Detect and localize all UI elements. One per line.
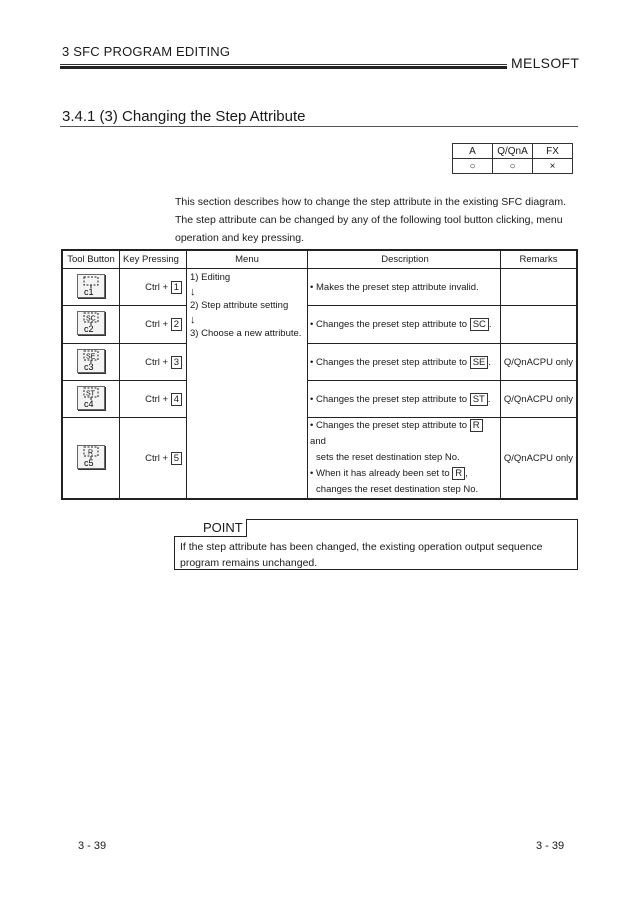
svg-text:SE: SE <box>85 353 96 360</box>
description-tail: . <box>488 319 492 330</box>
remark-text: Q/QnACPU only <box>503 452 574 464</box>
compatibility-table <box>452 143 573 174</box>
svg-text:c5: c5 <box>83 457 94 468</box>
description-text: • Changes the preset step attribute to <box>310 393 470 405</box>
description-line: sets the reset destination step No. <box>316 452 460 463</box>
brand-label: MELSOFT <box>511 55 580 71</box>
point-line: If the step attribute has been changed, the existing operation output sequence <box>180 541 543 553</box>
svg-text:ST: ST <box>85 390 95 397</box>
header-description: Description <box>308 250 501 269</box>
table-row <box>62 418 577 500</box>
table-row <box>62 306 577 344</box>
step-attribute-table <box>61 249 578 500</box>
step-attr-st-icon[interactable] <box>77 386 105 410</box>
description-cell <box>308 306 501 344</box>
menu-step: 2) Step attribute setting <box>190 300 289 311</box>
key-prefix: Ctrl + <box>145 356 171 368</box>
section-rule <box>60 126 578 127</box>
step-attr-sc-icon[interactable] <box>77 311 105 335</box>
key-prefix: Ctrl + <box>145 452 171 464</box>
header-tool-button: Tool Button <box>62 250 119 269</box>
svg-text:SC: SC <box>85 315 96 323</box>
header-rule-thick <box>60 66 507 69</box>
description-cell <box>308 344 501 381</box>
page-number-left: 3 - 39 <box>78 840 107 852</box>
section-title: 3.4.1 (3) Changing the Step Attribute <box>62 108 306 125</box>
menu-step: 1) Editing <box>190 272 231 283</box>
key-prefix: Ctrl + <box>145 319 171 330</box>
description-cell <box>308 418 501 500</box>
attr-key-box: R <box>470 419 483 432</box>
compat-value-fx: × <box>533 159 573 174</box>
attr-key-box: SC <box>470 318 489 331</box>
compat-header-fx: FX <box>533 144 573 159</box>
intro-line: The step attribute can be changed by any of the following tool button clicking, menu <box>175 214 563 226</box>
tool-button-cell <box>62 381 119 418</box>
point-label: POINT <box>203 520 243 535</box>
description-tail: . <box>488 356 492 368</box>
tool-button-cell <box>62 418 119 500</box>
description-text: • Makes the preset step attribute invalid. <box>310 281 479 293</box>
table-row <box>62 269 577 306</box>
step-attr-r-icon[interactable] <box>77 445 105 469</box>
header-menu: Menu <box>187 250 308 269</box>
description-cell <box>308 381 501 418</box>
compat-value-qqna: ○ <box>493 159 533 174</box>
attr-key-box: SE <box>470 356 489 369</box>
attr-key-box: R <box>452 467 465 480</box>
svg-text:c3: c3 <box>83 361 94 372</box>
intro-paragraph <box>175 193 585 247</box>
remark-text: Q/QnACPU only <box>503 356 574 368</box>
down-arrow-icon: ↓ <box>190 286 196 298</box>
description-cell <box>308 269 501 306</box>
point-text <box>180 539 570 571</box>
key-pressing-cell <box>119 381 186 418</box>
description-text: • Changes the preset step attribute to <box>310 319 470 330</box>
compat-header-a: A <box>453 144 493 159</box>
key-box: 5 <box>171 452 182 465</box>
attr-key-box: ST <box>470 393 488 406</box>
header-remarks: Remarks <box>500 250 577 269</box>
description-text: • Changes the preset step attribute to <box>310 356 470 368</box>
intro-line: operation and key pressing. <box>175 232 304 244</box>
tool-button-cell <box>62 269 119 306</box>
header-rule <box>60 64 507 65</box>
key-pressing-cell <box>119 306 186 344</box>
remarks-cell <box>500 269 577 306</box>
description-line: • Changes the preset step attribute to R and <box>310 418 500 450</box>
key-pressing-cell <box>119 418 186 500</box>
key-box: 2 <box>171 318 182 331</box>
key-prefix: Ctrl + <box>145 281 171 293</box>
remarks-cell <box>500 381 577 418</box>
chapter-heading: 3 SFC PROGRAM EDITING <box>62 44 231 59</box>
description-tail: . <box>487 393 491 405</box>
description-line: • When it has already been set to R , <box>310 468 468 479</box>
header-key-pressing: Key Pressing <box>119 250 186 269</box>
intro-line: This section describes how to change the step attribute in the existing SFC diagram. <box>175 196 567 208</box>
svg-text:c1: c1 <box>83 286 94 297</box>
page-number-right: 3 - 39 <box>536 840 565 852</box>
key-box: 3 <box>171 356 182 369</box>
remarks-cell <box>500 344 577 381</box>
remarks-cell <box>500 418 577 500</box>
compat-value-a: ○ <box>453 159 493 174</box>
svg-text:c4: c4 <box>83 398 94 409</box>
menu-cell <box>187 269 308 500</box>
table-row <box>62 344 577 381</box>
key-pressing-cell <box>119 269 186 306</box>
remark-text: Q/QnACPU only <box>503 393 574 405</box>
step-attr-se-icon[interactable] <box>77 349 105 373</box>
svg-text:R: R <box>87 449 94 456</box>
key-pressing-cell <box>119 344 186 381</box>
table-row <box>62 381 577 418</box>
point-line: program remains unchanged. <box>180 557 318 569</box>
key-prefix: Ctrl + <box>145 393 171 405</box>
key-box: 1 <box>171 281 182 294</box>
key-box: 4 <box>171 393 182 406</box>
menu-step: 3) Choose a new attribute. <box>190 328 302 339</box>
compat-header-qqna: Q/QnA <box>493 144 533 159</box>
table-header-row <box>62 250 577 269</box>
svg-text:c2: c2 <box>83 324 94 334</box>
down-arrow-icon: ↓ <box>190 314 196 326</box>
tool-button-cell <box>62 306 119 344</box>
step-attr-none-icon[interactable] <box>77 274 105 298</box>
tool-button-cell <box>62 344 119 381</box>
remarks-cell <box>500 306 577 344</box>
description-line: changes the reset destination step No. <box>316 484 479 495</box>
